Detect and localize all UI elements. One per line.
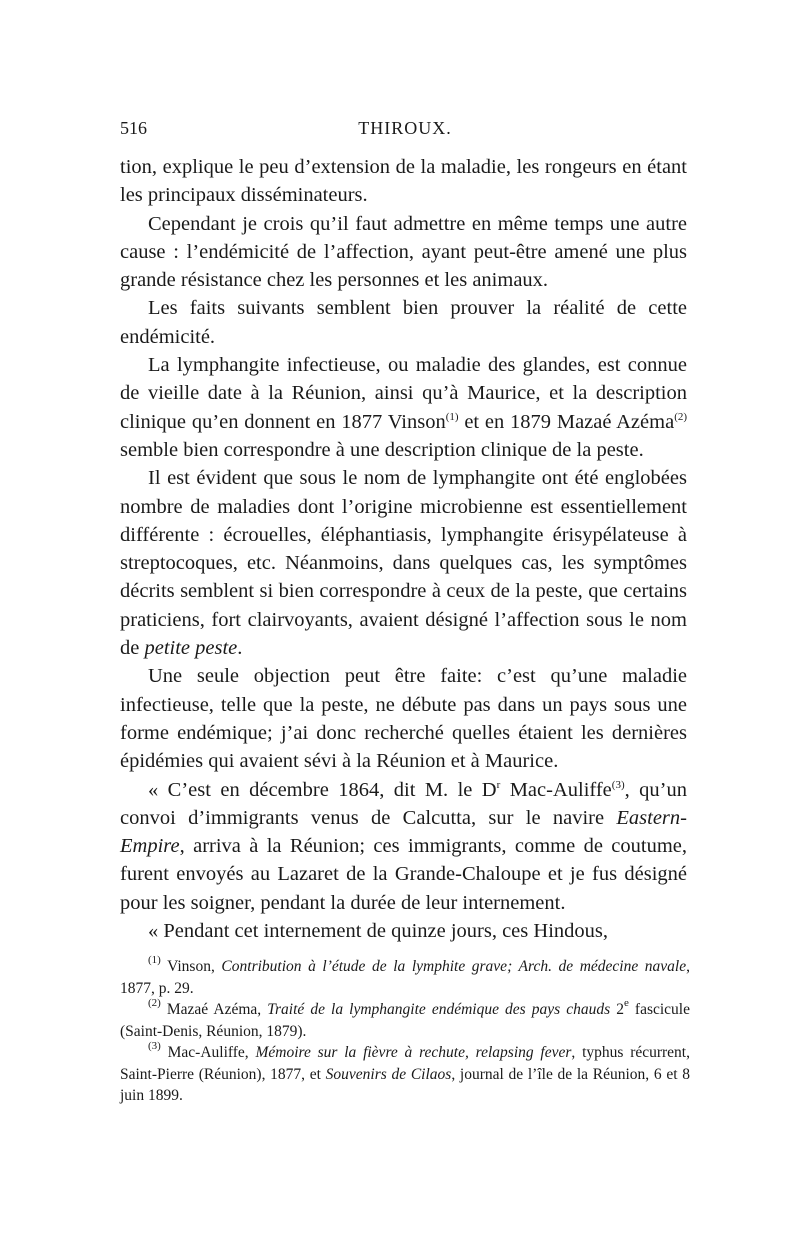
paragraph-7-text-a: « C’est en décembre 1864, dit M. le D [148, 778, 497, 801]
footnote-2-details-b: fascicule (Saint-Denis, Réunion, 1879). [120, 1001, 690, 1040]
paragraph-5-text-b: . [237, 637, 243, 660]
paragraph-4-text-a: La lymphangite infectieuse, ou maladie des glandes, est connue de vieille date à la Réunion, ainsi qu’à Maurice, et la description clinique qu’en donnent en 1877 Vinson [120, 354, 687, 433]
footnote-1 [120, 956, 690, 999]
footnote-1-author: Vinson, [160, 958, 222, 975]
page-number: 516 [120, 118, 147, 138]
paragraph-6: Une seule objection peut être faite: c’est qu’une maladie infectieuse, telle que la peste, ne débute pas dans un pays sous une forme endémique; j’ai donc recherché quelles étaient les dernières épidémies qui avaient sévi à la Réunion et à Maurice. [120, 665, 687, 773]
footnote-3-title: Mémoire sur la fièvre à rechute, relapsing fever [255, 1044, 572, 1061]
paragraph-7-text-c: , qu’un convoi d’immigrants venus de Calcutta, sur le navire [120, 778, 687, 829]
footnote-ref-2: (2) [674, 410, 688, 423]
paragraph-4-text-b: et en 1879 Mazaé Azéma [458, 410, 675, 433]
footnote-2-details-a: 2 [610, 1001, 624, 1018]
paragraph-4-text-c: semble bien correspondre à une description clinique de la peste. [120, 438, 644, 461]
ship-name: Eastern-Empire [120, 806, 687, 858]
paragraph-2: Cependant je crois qu’il faut admettre en même temps une autre cause : l’endémicité de l’affection, ayant peut-être amené une plus grande résistance chez les personnes et les animaux. [120, 212, 687, 292]
footnote-3-author: Mac-Auliffe, [160, 1044, 256, 1061]
footnote-2-ordinal-sup: e [623, 997, 629, 1009]
doctor-abbrev-sup: r [496, 778, 501, 791]
footnotes [120, 956, 690, 1107]
paragraph-5-text-a: Il est évident que sous le nom de lymphangite ont été englobées nombre de maladies dont l’origine microbienne est essentiellement différente : écrouelles, éléphantiasis, lymphangite érisypélateuse à streptocoques, etc. Néanmoins, dans quelques cas, les symptômes décrits semblent si bien correspondre à ceux de la peste, que certains praticiens, fort clairvoyants, avaient désigné l’affection sous le nom de [120, 467, 687, 660]
footnote-3-title-2: Souvenirs de Cilaos [325, 1065, 452, 1083]
footnote-ref-1: (1) [445, 410, 459, 423]
paragraph-5 [120, 464, 687, 662]
paragraph-4 [120, 351, 687, 464]
paragraph-7-text-d: , arriva à la Réunion; ces immigrants, comme de coutume, furent envoyés au Lazaret de la Grande-Chaloupe et je fus désigné pour les soigner, pendant la durée de leur internement. [120, 835, 687, 914]
paragraph-7 [120, 776, 687, 917]
body-text [120, 153, 687, 945]
footnote-2-author: Mazaé Azéma, [160, 1001, 268, 1018]
paragraph-5-italic: petite peste [144, 637, 238, 660]
footnote-2-title: Traité de la lymphangite endémique des pays chauds [267, 1001, 611, 1018]
footnote-3-details-b: , journal de l’île de la Réunion, 6 et 8 juin 1899. [120, 1065, 690, 1104]
footnote-3 [120, 1042, 690, 1107]
footnote-1-mark: (1) [148, 954, 161, 966]
footnote-2-mark: (2) [148, 997, 161, 1009]
running-title: THIROUX. [358, 118, 452, 138]
paragraph-7-text-b: Mac-Auliffe [500, 778, 612, 801]
footnote-1-details: , 1877, p. 29. [120, 958, 690, 997]
page-header [120, 118, 690, 148]
footnote-2 [120, 999, 690, 1042]
paragraph-3: Les faits suivants semblent bien prouver la réalité de cette endémicité. [120, 297, 687, 348]
footnote-3-details-a: , typhus récurrent, Saint-Pierre (Réunion), 1877, et [120, 1044, 690, 1083]
paragraph-8: « Pendant cet internement de quinze jours, ces Hindous, [148, 920, 608, 943]
paragraph-1: tion, explique le peu d’extension de la maladie, les rongeurs en étant les principaux disséminateurs. [120, 156, 687, 207]
footnote-3-mark: (3) [148, 1040, 161, 1052]
footnote-ref-3: (3) [611, 778, 625, 791]
footnote-1-title: Contribution à l’étude de la lymphite grave; Arch. de médecine navale [221, 958, 687, 975]
